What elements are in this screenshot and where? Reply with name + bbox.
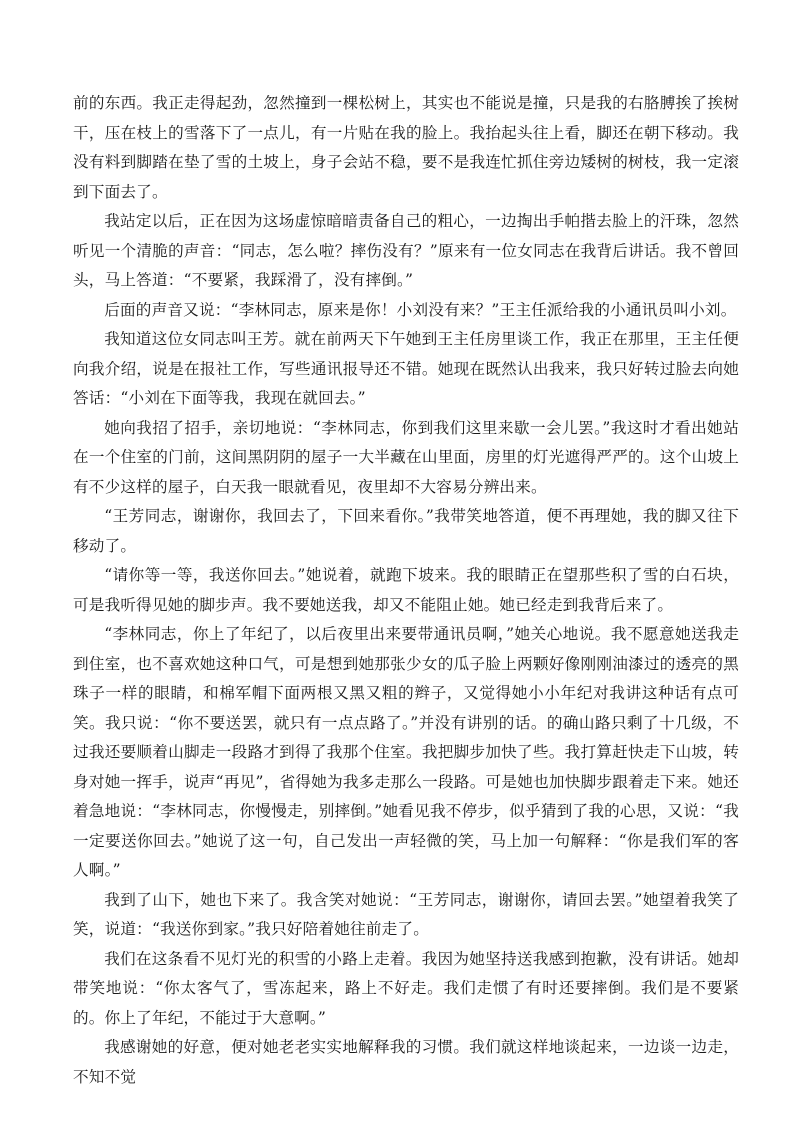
document-body (73, 89, 739, 1092)
paragraph: “王芳同志，谢谢你，我回去了，下回来看你。”我带笑地答道，便不再理她，我的脚又往下移动了。 (73, 507, 739, 555)
paragraph: 我站定以后，正在因为这场虚惊暗暗责备自己的粗心，一边掏出手帕揩去脸上的汗珠，忽然听见一个清脆的声音：“同志，怎么啦？摔伤没有？”原来有一位女同志在我背后讲话。我不曾回头，马上答道：“不要紧，我踩滑了，没有摔倒。” (73, 212, 739, 289)
paragraph: 我们在这条看不见灯光的积雪的小路上走着。我因为她坚持送我感到抱歉，没有讲话。她却带笑地说：“你太客气了，雪冻起来，路上不好走。我们走惯了有时还要摔倒。我们是不要紧的。你上了年纪，不能过于大意啊。” (73, 949, 739, 1027)
paragraph: 我知道这位女同志叫王芳。就在前两天下午她到王主任房里谈工作，我正在那里，王主任便向我介绍，说是在报社工作，写些通讯报导还不错。她现在既然认出我来，我只好转过脸去向她答话：“小刘在下面等我，我现在就回去。” (73, 330, 739, 407)
paragraph: 她向我招了招手，亲切地说：“李林同志，你到我们这里来歇一会儿罢。”我这时才看出她站在一个住室的门前，这间黑阴阴的屋子一大半藏在山里面，房里的灯光遮得严严的。这个山坡上有不少这样的屋子，白天我一眼就看见，夜里却不大容易分辨出来。 (73, 418, 739, 496)
paragraph: 我感谢她的好意，便对她老老实实地解释我的习惯。我们就这样地谈起来，一边谈一边走，不知不觉 (73, 1038, 739, 1086)
paragraph: 前的东西。我正走得起劲，忽然撞到一棵松树上，其实也不能说是撞，只是我的右胳膊挨了挨树干，压在枝上的雪落下了一点儿，有一片贴在我的脸上。我抬起头往上看，脚还在朝下移动。我没有料到脚踏在垫了雪的土坡上，身子会站不稳，要不是我连忙抓住旁边矮树的树枝，我一定滚到下面去了。 (73, 94, 739, 201)
paragraph: 后面的声音又说：“李林同志，原来是你！小刘没有来？”王主任派给我的小通讯员叫小刘。 (104, 300, 737, 319)
paragraph: “李林同志，你上了年纪了，以后夜里出来要带通讯员啊，”她关心地说。我不愿意她送我走到住室，也不喜欢她这种口气，可是想到她那张少女的瓜子脸上两颗好像刚刚油漆过的透亮的黑珠子一样的眼睛，和棉军帽下面两根又黑又粗的辫子，又觉得她小小年纪对我讲这种话有点可笑。我只说：“你不要送罢，就只有一点点路了。”并没有讲别的话。的确山路只剩了十几级，不过我还要顺着山脚走一段路才到得了我那个住室。我把脚步加快了些。我打算赶快走下山坡，转身对她一挥手，说声“再见”，省得她为我多走那么一段路。可是她也加快脚步跟着走下来。她还着急地说：“李林同志，你慢慢走，别摔倒。”她看见我不停步，似乎猜到了我的心思，又说：“我一定要送你回去。”她说了这一句，自己发出一声轻微的笑，马上加一句解释：“你是我们军的客人啊。” (73, 625, 739, 879)
paragraph: 我到了山下，她也下来了。我含笑对她说：“王芳同志，谢谢你，请回去罢。”她望着我笑了笑，说道：“我送你到家。”我只好陪着她往前走了。 (73, 890, 739, 938)
paragraph: “请你等一等，我送你回去。”她说着，就跑下坡来。我的眼睛正在望那些积了雪的白石块，可是我听得见她的脚步声。我不要她送我，却又不能阻止她。她已经走到我背后来了。 (73, 566, 739, 614)
